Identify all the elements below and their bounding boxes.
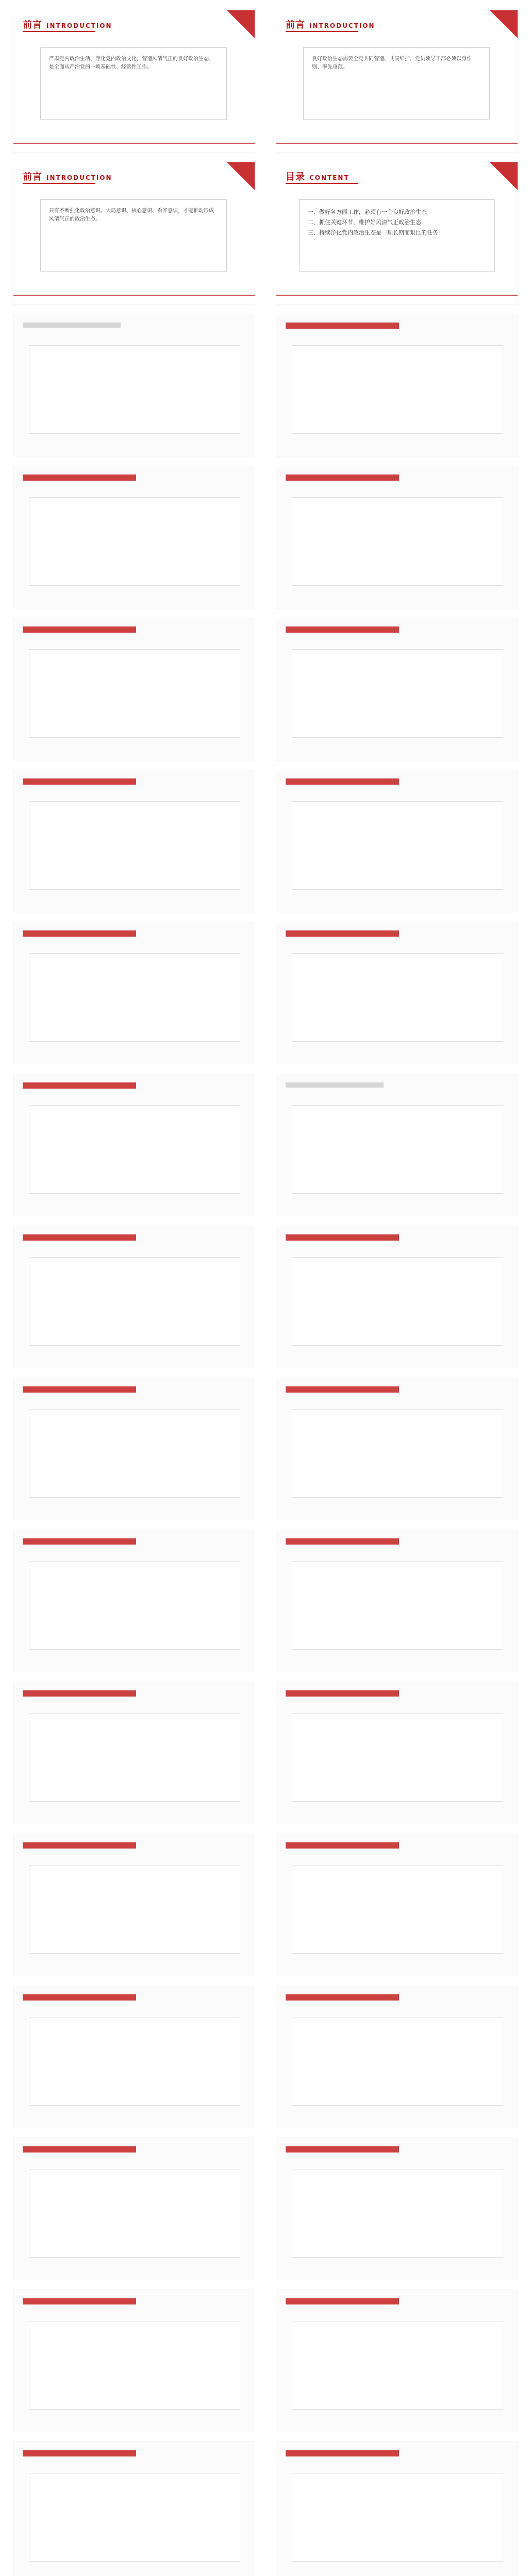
thumbnail-header-bar — [23, 1994, 136, 2001]
thumbnail-content-box — [292, 649, 503, 738]
contents-list — [308, 207, 486, 238]
slide-thumbnail — [13, 2290, 255, 2432]
thumbnail-content-box — [292, 801, 503, 890]
thumbnail-header-bar — [286, 2146, 399, 2153]
preface-title-cn: 前言 — [23, 172, 42, 182]
thumbnail-header-bar — [286, 1994, 399, 2001]
preface-title-row — [23, 18, 112, 31]
thumbnail-content-box — [292, 953, 503, 1042]
thumbnail-header-bar — [23, 2146, 136, 2153]
thumbnail-content-box — [292, 2473, 503, 2562]
thumbnail-header-bar — [23, 626, 136, 633]
preface-content-box — [303, 47, 490, 120]
thumbnail-content-box — [292, 1713, 503, 1802]
thumbnail-header-bar — [286, 1082, 384, 1088]
title-underline — [23, 183, 95, 184]
slide-thumbnail — [13, 1226, 255, 1368]
red-corner-decoration — [490, 10, 518, 38]
preface-title-row — [286, 18, 375, 31]
title-underline — [286, 183, 358, 184]
thumbnail-content-box — [29, 1561, 240, 1650]
slide-thumbnail — [276, 1226, 518, 1368]
slide-thumbnail — [276, 1074, 518, 1216]
slide-thumbnail — [276, 2290, 518, 2432]
bottom-divider — [13, 295, 255, 296]
thumbnail-content-box — [292, 1105, 503, 1194]
slide-thumbnail — [13, 618, 255, 760]
slide-thumbnail — [13, 2442, 255, 2576]
thumbnail-content-box — [29, 1257, 240, 1346]
slide-thumbnail — [276, 1682, 518, 1824]
thumbnail-header-bar — [286, 323, 399, 329]
thumbnail-header-bar — [286, 2450, 399, 2456]
thumbnail-content-box — [292, 1257, 503, 1346]
thumbnail-header-bar — [23, 1386, 136, 1393]
thumbnail-header-bar — [23, 1690, 136, 1697]
contents-item: 一、做好各方面工作，必须有一个良好政治生态 — [308, 209, 427, 215]
preface-paragraph: 良好政治生态需要全党共同营造、共同维护，党员领导干部必须以身作则、率先垂范。 — [312, 56, 472, 70]
thumbnail-header-bar — [23, 1842, 136, 1849]
slide-thumbnail — [13, 770, 255, 912]
preface-slide-1 — [13, 10, 255, 152]
slide-thumbnail — [276, 1530, 518, 1672]
slide-thumbnail — [13, 1074, 255, 1216]
thumbnail-content-box — [29, 801, 240, 890]
thumbnail-header-bar — [286, 1386, 399, 1393]
thumbnail-content-box — [292, 1409, 503, 1498]
contents-slide — [276, 162, 518, 304]
thumbnail-header-bar — [23, 1082, 136, 1089]
thumbnail-header-bar — [23, 474, 136, 481]
thumbnail-content-box — [292, 1561, 503, 1650]
slide-thumbnail — [13, 1682, 255, 1824]
preface-title-cn: 前言 — [286, 20, 305, 30]
thumbnail-content-box — [29, 2169, 240, 2258]
bottom-divider — [276, 295, 518, 296]
slide-thumbnail — [13, 1530, 255, 1672]
thumbnail-header-bar — [286, 1842, 399, 1849]
thumbnail-content-box — [29, 649, 240, 738]
slide-thumbnail — [276, 922, 518, 1064]
thumbnail-header-bar — [286, 778, 399, 785]
preface-content-box — [40, 47, 227, 120]
thumbnail-header-bar — [23, 778, 136, 785]
thumbnail-header-bar — [286, 2298, 399, 2304]
red-corner-decoration — [227, 10, 255, 38]
contents-title-cn: 目录 — [286, 172, 305, 182]
thumbnail-content-box — [29, 953, 240, 1042]
preface-title-en: INTRODUCTION — [46, 22, 112, 29]
slide-thumbnail — [13, 2138, 255, 2280]
thumbnail-header-bar — [23, 2298, 136, 2304]
bottom-divider — [13, 143, 255, 144]
slide-thumbnail — [276, 1378, 518, 1520]
slide-thumbnail — [13, 314, 255, 456]
preface-title-en: INTRODUCTION — [46, 174, 112, 181]
thumbnail-header-bar — [23, 1538, 136, 1545]
slide-thumbnail — [276, 1986, 518, 2128]
thumbnail-content-box — [29, 1105, 240, 1194]
slide-thumbnail — [276, 618, 518, 760]
contents-item: 三、持续净化党内政治生态是一项长期而艰巨的任务 — [308, 229, 438, 236]
red-corner-decoration — [227, 162, 255, 190]
preface-title-cn: 前言 — [23, 20, 42, 30]
contents-title-row — [286, 170, 350, 183]
red-corner-decoration — [490, 162, 518, 190]
thumbnail-header-bar — [286, 1234, 399, 1241]
bottom-divider — [276, 143, 518, 144]
thumbnail-content-box — [29, 2017, 240, 2106]
preface-paragraph: 严肃党内政治生活、净化党内政治文化，营造风清气正的良好政治生态，是全面从严治党的一项基础性、经常性工作。 — [49, 56, 214, 70]
slide-thumbnail — [276, 314, 518, 456]
thumbnail-content-box — [29, 2473, 240, 2562]
slide-thumbnail — [276, 2442, 518, 2576]
thumbnail-header-bar — [23, 1234, 136, 1241]
slide-thumbnail — [13, 466, 255, 608]
slide-thumbnail — [276, 2138, 518, 2280]
preface-title-row — [23, 170, 112, 183]
contents-item: 二、抓住关键环节，维护好风清气正政治生态 — [308, 219, 421, 226]
thumbnail-header-bar — [286, 1538, 399, 1545]
contents-box — [299, 199, 495, 272]
thumbnail-content-box — [29, 1409, 240, 1498]
slide-thumbnail — [13, 1986, 255, 2128]
preface-slide-3 — [13, 162, 255, 304]
thumbnail-content-box — [292, 497, 503, 586]
thumbnail-content-box — [29, 345, 240, 434]
slide-thumbnail — [13, 1378, 255, 1520]
thumbnail-content-box — [292, 2321, 503, 2410]
title-underline — [286, 31, 358, 32]
slide-thumbnail — [13, 1834, 255, 1976]
slide-thumbnail — [276, 466, 518, 608]
slide-thumbnail — [13, 922, 255, 1064]
preface-content-box — [40, 199, 227, 272]
thumbnail-header-bar — [23, 323, 121, 328]
thumbnail-header-bar — [286, 474, 399, 481]
thumbnail-content-box — [29, 2321, 240, 2410]
thumbnail-content-box — [292, 2169, 503, 2258]
preface-title-en: INTRODUCTION — [309, 22, 375, 29]
thumbnail-content-box — [292, 2017, 503, 2106]
thumbnail-content-box — [292, 1865, 503, 1954]
thumbnail-header-bar — [286, 626, 399, 633]
slide-thumbnail — [276, 770, 518, 912]
title-underline — [23, 31, 95, 32]
thumbnail-header-bar — [23, 930, 136, 937]
thumbnail-content-box — [29, 1713, 240, 1802]
thumbnail-content-box — [29, 1865, 240, 1954]
preface-slide-2 — [276, 10, 518, 152]
preface-paragraph: 只有不断强化政治意识、大局意识、核心意识、看齐意识，才能推动形成风清气正的政治生态。 — [49, 208, 214, 222]
thumbnail-header-bar — [286, 930, 399, 937]
slide-thumbnail — [276, 1834, 518, 1976]
thumbnail-content-box — [292, 345, 503, 434]
thumbnail-content-box — [29, 497, 240, 586]
contents-title-en: CONTENT — [309, 174, 350, 181]
thumbnail-header-bar — [23, 2450, 136, 2456]
thumbnail-header-bar — [286, 1690, 399, 1697]
